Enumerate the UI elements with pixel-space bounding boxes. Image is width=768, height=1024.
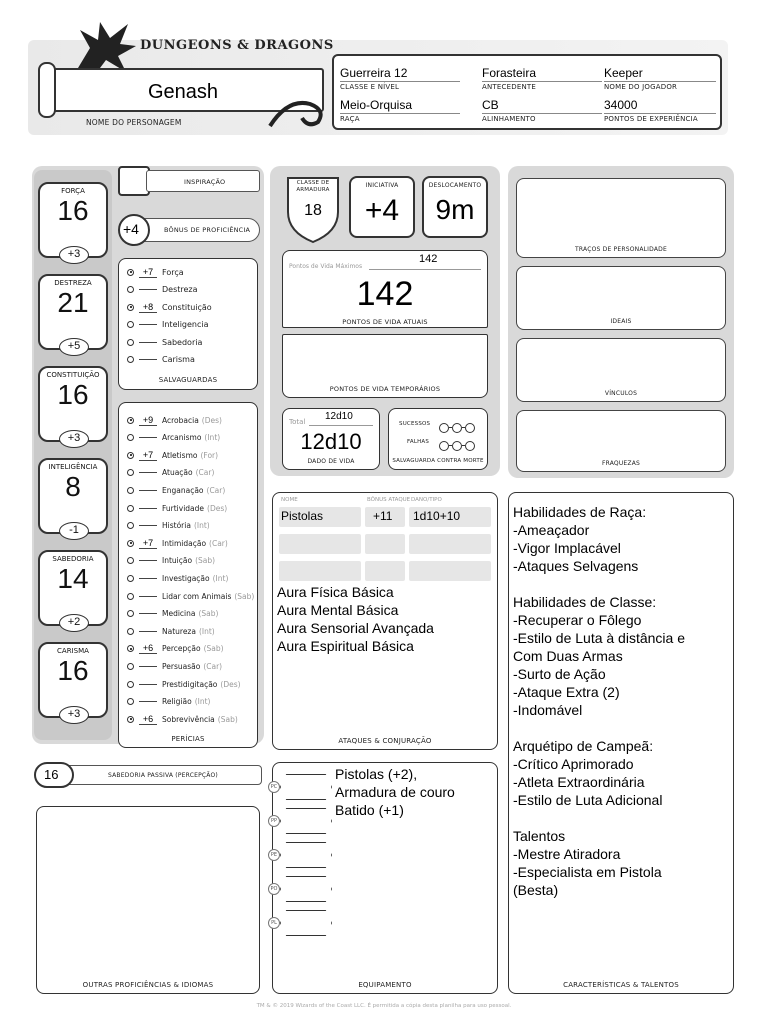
info-field-value[interactable]: Guerreira 12 — [340, 66, 408, 80]
hit-dice-total-underline — [309, 425, 373, 426]
proficiency-row — [118, 214, 260, 246]
trait-label: TRAÇOS DE PERSONALIDADE — [575, 246, 667, 253]
info-field-underline — [482, 113, 602, 114]
saving-throw-value[interactable]: +7 — [139, 267, 157, 278]
trait-label: VÍNCULOS — [604, 390, 638, 397]
saving-throw-value[interactable] — [139, 359, 157, 360]
skill-proficiency-radio[interactable] — [127, 575, 134, 582]
equipment-text[interactable]: Pistolas (+2), Armadura de couro Batido (+1) — [335, 766, 455, 818]
death-save-success-3[interactable] — [465, 423, 475, 433]
skill-label: Intuição — [162, 556, 193, 566]
skill-proficiency-radio[interactable] — [127, 610, 134, 617]
attacks-title: ATAQUES & CONJURAÇÃO — [338, 737, 432, 745]
info-field-underline — [340, 81, 460, 82]
skill-value[interactable]: +6 — [139, 714, 157, 725]
hp-current-label: PONTOS DE VIDA ATUAIS — [342, 318, 428, 326]
death-saves-successes-label: SUCESSOS — [399, 421, 431, 427]
skill-attribute: (Des) — [201, 415, 222, 425]
hp-temp-label: PONTOS DE VIDA TEMPORÁRIOS — [329, 385, 441, 393]
attacks-box — [272, 492, 498, 750]
coin-input[interactable] — [280, 910, 332, 936]
header — [0, 0, 768, 150]
features-title: CARACTERÍSTICAS & TALENTOS — [563, 981, 679, 989]
ability-block — [38, 458, 108, 534]
coin-label: PO — [268, 883, 280, 895]
skill-value[interactable] — [139, 490, 157, 491]
skill-value[interactable]: +7 — [139, 538, 157, 549]
info-field-value[interactable]: CB — [482, 98, 499, 112]
death-saves-box — [388, 408, 488, 470]
skill-attribute: (For) — [200, 450, 219, 460]
skill-attribute: (Sab) — [198, 609, 219, 619]
character-name-value[interactable]: Genash — [148, 81, 219, 103]
attacks-col-damage: DANO/TIPO — [411, 497, 442, 503]
info-field-value[interactable]: Keeper — [604, 66, 643, 80]
skill-row — [127, 429, 220, 447]
saving-throws-title: SALVAGUARDAS — [158, 376, 218, 384]
features-text[interactable]: Habilidades de Raça: -Ameaçador -Vigor Implacável -Ataques Selvagens Habilidades de Classe: -Recuperar o Fôlego -Estilo de Luta à distância e Com Duas Armas -Surto de Ação -Ataque Extra (2) -Indomável Arquétipo de Campeã: -Crítico Aprimorado -Atleta Extraordinária -Estilo de Luta Adicional Talentos -Mestre Atiradora -Especialista em Pistola (Besta) — [513, 504, 685, 898]
skill-label: Investigação — [162, 573, 210, 583]
saving-throw-value[interactable] — [139, 342, 157, 343]
ability-score[interactable]: 16 — [57, 379, 89, 410]
skill-attribute: (Int) — [193, 521, 210, 531]
speed-value: 9m — [435, 194, 475, 225]
coin-input[interactable] — [280, 842, 332, 868]
ability-modifier[interactable]: +3 — [59, 706, 89, 724]
trait-box[interactable] — [516, 266, 726, 330]
info-field-label: RAÇA — [340, 115, 360, 123]
saving-throw-label: Força — [162, 267, 184, 277]
skill-value[interactable] — [139, 472, 157, 473]
skill-value[interactable]: +6 — [139, 643, 157, 654]
ability-score[interactable]: 16 — [57, 655, 89, 686]
ability-block — [38, 366, 108, 442]
death-save-failure-3[interactable] — [465, 441, 475, 451]
death-save-failures — [439, 435, 475, 454]
skill-label: Intimidação — [162, 538, 207, 548]
skill-label: Percepção — [162, 644, 201, 654]
scroll-left-curl — [38, 62, 56, 118]
character-name-label: NOME DO PERSONAGEM — [86, 118, 182, 127]
ability-score[interactable]: 8 — [65, 471, 81, 502]
attack-damage: 1d10+10 — [413, 509, 461, 523]
skill-proficiency-radio[interactable] — [127, 645, 134, 652]
initiative-box[interactable] — [349, 176, 415, 238]
skill-row — [127, 481, 225, 499]
skill-row — [127, 657, 222, 675]
hp-max-label: Pontos de Vida Máximos — [289, 263, 363, 270]
skill-value[interactable]: +9 — [139, 415, 157, 426]
info-field-label: PONTOS DE EXPERIÊNCIA — [604, 115, 698, 123]
attack-cell-bg[interactable] — [409, 561, 491, 581]
passive-label: SABEDORIA PASSIVA (PERCEPÇÃO) — [108, 772, 218, 779]
proficiency-label: BÔNUS DE PROFICIÊNCIA — [164, 226, 251, 234]
saving-throw-proficiency-radio[interactable] — [127, 321, 134, 328]
saving-throw-row — [127, 281, 198, 299]
skill-row — [127, 569, 228, 587]
info-field-label: CLASSE E NÍVEL — [340, 83, 400, 91]
hit-dice-total-label: Total — [289, 418, 306, 426]
saving-throw-label: Sabedoria — [162, 337, 203, 347]
hit-dice-value: 12d10 — [300, 429, 362, 454]
ability-name: INTELIGÊNCIA — [48, 463, 98, 471]
skill-label: Medicina — [162, 609, 196, 619]
skill-label: Atuação — [162, 468, 193, 478]
skill-attribute: (Int) — [212, 573, 229, 583]
skill-proficiency-radio[interactable] — [127, 593, 134, 600]
other-proficiencies-box[interactable] — [36, 806, 260, 994]
ability-name: CONSTITUIÇÃO — [46, 371, 100, 379]
skills-box — [118, 402, 258, 748]
skill-row — [127, 411, 222, 429]
attacks-col-bonus: BÔNUS ATAQUE — [367, 497, 411, 503]
trait-box[interactable] — [516, 338, 726, 402]
features-box — [508, 492, 734, 994]
other-proficiencies-title: OUTRAS PROFICIÊNCIAS & IDIOMAS — [82, 981, 214, 989]
hp-temp-box[interactable] — [282, 334, 488, 398]
ability-modifier[interactable]: +2 — [59, 614, 89, 632]
skill-attribute: (Car) — [203, 661, 223, 671]
info-field-label: NOME DO JOGADOR — [604, 83, 678, 91]
trait-box[interactable] — [516, 410, 726, 472]
saving-throw-proficiency-radio[interactable] — [127, 286, 134, 293]
ability-block — [38, 182, 108, 258]
ability-score[interactable]: 21 — [57, 287, 89, 318]
skill-row — [127, 605, 218, 623]
skill-value[interactable] — [139, 684, 157, 685]
death-save-successes — [439, 417, 475, 436]
skill-attribute: (Sab) — [195, 556, 216, 566]
skill-attribute: (Car) — [209, 538, 228, 548]
tail-swirl-icon — [268, 92, 328, 132]
coin-label: PE — [268, 849, 280, 861]
skill-row — [127, 675, 241, 693]
logo-text: DUNGEONS & DRAGONS — [140, 38, 334, 53]
equipment-title: EQUIPAMENTO — [358, 981, 412, 989]
skill-row — [127, 464, 214, 482]
skill-attribute: (Car) — [206, 485, 226, 495]
saving-throw-proficiency-radio[interactable] — [127, 339, 134, 346]
info-field-label: ANTECEDENTE — [482, 83, 536, 91]
skill-value[interactable] — [139, 596, 157, 597]
ability-name: FORÇA — [61, 187, 85, 195]
initiative-value: +4 — [364, 194, 400, 227]
footer-copyright: TM & © 2019 Wizards of the Coast LLC. É permitida a cópia desta planilha para uso pessoal. — [256, 1003, 512, 1009]
armor-class-value[interactable]: 18 — [304, 202, 322, 219]
skill-label: Acrobacia — [162, 415, 199, 425]
skill-row — [127, 552, 215, 570]
skill-attribute: (Des) — [207, 503, 228, 513]
skill-value[interactable] — [139, 613, 157, 614]
skill-proficiency-radio[interactable] — [127, 469, 134, 476]
coin-label: PL — [268, 917, 280, 929]
skill-proficiency-radio[interactable] — [127, 540, 134, 547]
skill-value[interactable] — [139, 701, 157, 702]
saving-throw-label: Carisma — [162, 355, 195, 364]
skill-label: Lidar com Animais — [162, 591, 232, 601]
skill-label: Furtividade — [162, 503, 205, 513]
skill-proficiency-radio[interactable] — [127, 434, 134, 441]
death-save-success-2[interactable] — [452, 423, 462, 433]
skill-value[interactable] — [139, 560, 157, 561]
hp-current-value: 142 — [356, 275, 414, 313]
skill-attribute: (Sab) — [217, 714, 238, 724]
inspiration-label: INSPIRAÇÃO — [184, 178, 226, 186]
coin-input[interactable] — [280, 808, 332, 834]
info-field-underline — [482, 81, 602, 82]
skill-value[interactable] — [139, 578, 157, 579]
skill-row — [127, 622, 215, 640]
saving-throw-row — [127, 263, 184, 281]
coin-input[interactable] — [280, 876, 332, 902]
attacks-col-name: NOME — [281, 497, 298, 503]
skill-value[interactable]: +7 — [139, 450, 157, 461]
info-field-value[interactable]: 34000 — [604, 98, 638, 112]
skill-label: Enganação — [162, 485, 204, 495]
skill-row — [127, 640, 224, 658]
speed-label: DESLOCAMENTO — [428, 182, 482, 189]
skill-value[interactable] — [139, 508, 157, 509]
initiative-label: INICIATIVA — [365, 182, 399, 189]
saving-throw-proficiency-radio[interactable] — [127, 269, 134, 276]
skill-label: História — [162, 521, 191, 531]
skill-row — [127, 517, 210, 535]
skill-row — [127, 446, 218, 464]
passive-value: 16 — [44, 767, 59, 782]
saving-throw-value[interactable] — [139, 324, 157, 325]
skill-proficiency-radio[interactable] — [127, 698, 134, 705]
hp-max-underline — [369, 269, 481, 270]
hp-max-value[interactable]: 142 — [419, 253, 438, 265]
saving-throw-label: Constituição — [162, 302, 212, 312]
skill-attribute: (Des) — [220, 679, 241, 689]
skill-label: Arcanismo — [162, 433, 202, 443]
info-field-value[interactable]: Meio-Orquisa — [340, 98, 413, 112]
skill-attribute: (Car) — [195, 468, 215, 478]
skill-proficiency-radio[interactable] — [127, 452, 134, 459]
info-field-label: ALINHAMENTO — [482, 115, 536, 123]
death-save-failure-2[interactable] — [452, 441, 462, 451]
attack-name: Pistolas — [281, 509, 324, 523]
skill-proficiency-radio[interactable] — [127, 628, 134, 635]
ability-name: DESTREZA — [54, 279, 92, 287]
skill-label: Sobrevivência — [162, 714, 215, 724]
skill-row — [127, 693, 210, 711]
death-saves-failures-label: FALHAS — [407, 439, 430, 445]
skill-attribute: (Int) — [204, 433, 221, 443]
hit-dice-box[interactable] — [282, 408, 380, 470]
saving-throw-row — [127, 351, 195, 369]
info-field-underline — [604, 113, 716, 114]
ability-name: SABEDORIA — [52, 555, 94, 563]
hit-dice-label: DADO DE VIDA — [307, 458, 355, 465]
skill-proficiency-radio[interactable] — [127, 716, 134, 723]
skill-proficiency-radio[interactable] — [127, 663, 134, 670]
saving-throw-proficiency-radio[interactable] — [127, 356, 134, 363]
attack-bonus: +11 — [373, 509, 393, 523]
skill-attribute: (Sab) — [234, 591, 255, 601]
ability-block — [38, 642, 108, 718]
skill-proficiency-radio[interactable] — [127, 557, 134, 564]
passive-perception-row — [34, 762, 262, 788]
skill-proficiency-radio[interactable] — [127, 487, 134, 494]
attack-cell-bg[interactable] — [365, 534, 405, 554]
ability-name: CARISMA — [57, 647, 89, 655]
skill-label: Prestidigitação — [162, 679, 218, 689]
skill-attribute: (Sab) — [203, 644, 224, 654]
skill-row — [127, 710, 238, 728]
ability-score[interactable]: 16 — [57, 195, 89, 226]
ability-block — [38, 550, 108, 626]
saving-throws-box — [118, 258, 258, 390]
trait-label: IDEAIS — [610, 318, 632, 325]
attack-cell-bg[interactable] — [365, 561, 405, 581]
skill-proficiency-radio[interactable] — [127, 681, 134, 688]
saving-throw-label: Destreza — [162, 285, 198, 294]
skill-value[interactable] — [139, 525, 157, 526]
skill-attribute: (Int) — [198, 626, 215, 636]
info-field-underline — [604, 81, 716, 82]
info-field-value[interactable]: Forasteira — [482, 66, 537, 80]
saving-throw-label: Inteligencia — [162, 320, 209, 329]
ability-modifier[interactable]: +3 — [59, 246, 89, 264]
skill-proficiency-radio[interactable] — [127, 417, 134, 424]
death-save-failure-1[interactable] — [439, 441, 449, 451]
skill-label: Persuasão — [162, 661, 201, 671]
armor-class-label: CLASSE DE ARMADURA — [296, 180, 330, 193]
speed-box[interactable] — [422, 176, 488, 238]
trait-label: FRAQUEZAS — [601, 460, 641, 467]
attack-cell-bg[interactable] — [279, 534, 361, 554]
skill-value[interactable] — [139, 437, 157, 438]
skill-attribute: (Int) — [194, 697, 211, 707]
saving-throw-row — [127, 316, 209, 334]
ability-modifier[interactable]: -1 — [59, 522, 89, 540]
saving-throw-proficiency-radio[interactable] — [127, 304, 134, 311]
death-saves-label: SALVAGUARDA CONTRA MORTE — [392, 458, 484, 464]
proficiency-value: +4 — [123, 221, 139, 237]
inspiration-row — [118, 166, 260, 196]
coin-label: PC — [268, 781, 280, 793]
coin-label: PP — [268, 815, 280, 827]
saving-throw-row — [127, 333, 202, 351]
attack-cell-bg[interactable] — [279, 561, 361, 581]
saving-throw-value[interactable] — [139, 289, 157, 290]
death-save-success-1[interactable] — [439, 423, 449, 433]
ability-block — [38, 274, 108, 350]
info-field-underline — [340, 113, 460, 114]
skill-value[interactable] — [139, 666, 157, 667]
skill-proficiency-radio[interactable] — [127, 505, 134, 512]
coin-input[interactable] — [280, 774, 332, 800]
saving-throw-value[interactable]: +8 — [139, 302, 157, 313]
skill-proficiency-radio[interactable] — [127, 522, 134, 529]
skill-row — [127, 534, 228, 552]
trait-box[interactable] — [516, 178, 726, 258]
skill-label: Religião — [162, 697, 192, 707]
skill-label: Natureza — [162, 626, 196, 636]
ability-modifier[interactable]: +3 — [59, 430, 89, 448]
attack-cell-bg[interactable] — [409, 534, 491, 554]
hp-current-box[interactable] — [282, 250, 488, 328]
skills-title: PERÍCIAS — [171, 735, 205, 743]
saving-throw-row — [127, 298, 212, 316]
skill-value[interactable] — [139, 631, 157, 632]
skill-row — [127, 499, 227, 517]
ability-score[interactable]: 14 — [57, 563, 89, 594]
skill-label: Atletismo — [162, 450, 198, 460]
attacks-notes[interactable]: Aura Física Básica Aura Mental Básica Aura Sensorial Avançada Aura Espiritual Básica — [277, 584, 434, 654]
hit-dice-total-value: 12d10 — [325, 411, 353, 422]
ability-modifier[interactable]: +5 — [59, 338, 89, 356]
skill-row — [127, 587, 254, 605]
